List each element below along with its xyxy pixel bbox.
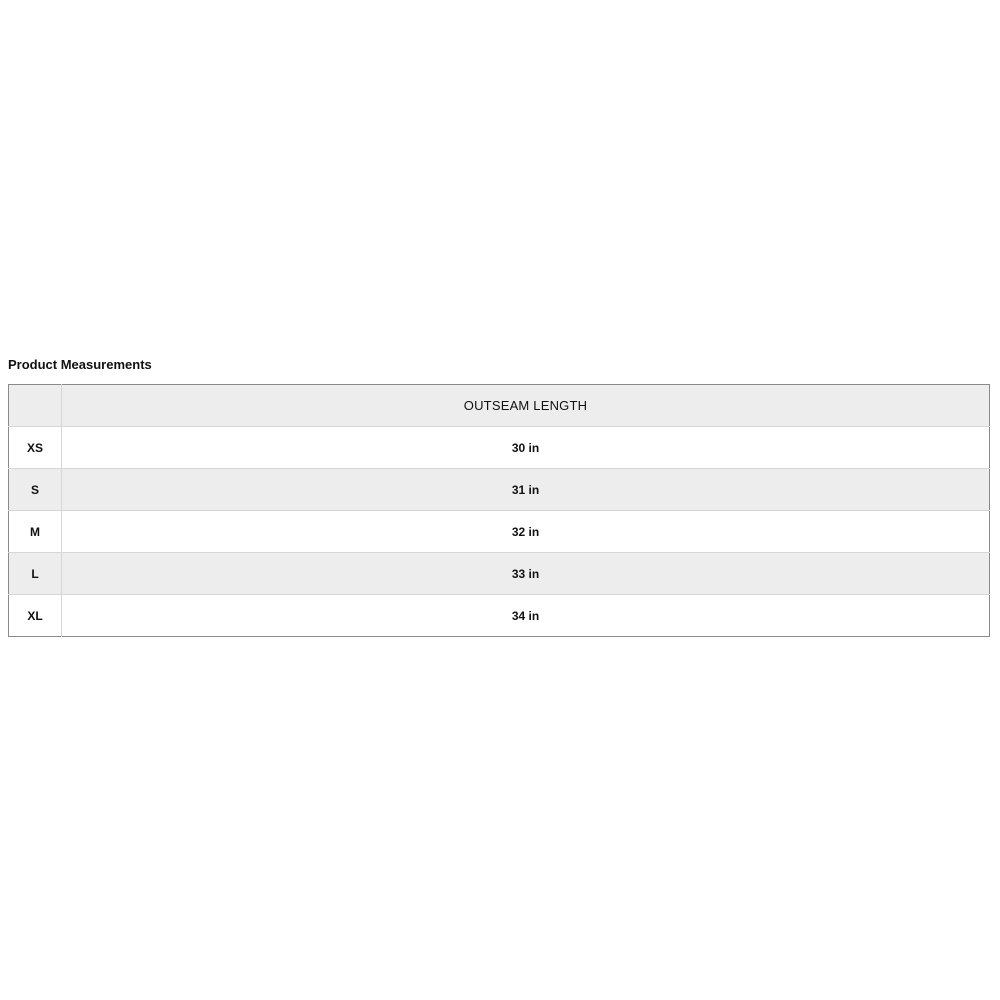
outseam-value: 33 in bbox=[62, 553, 990, 595]
table-row bbox=[9, 469, 990, 511]
section-title: Product Measurements bbox=[8, 357, 152, 372]
outseam-value: 34 in bbox=[62, 595, 990, 637]
size-label: XL bbox=[9, 595, 62, 637]
table-row bbox=[9, 427, 990, 469]
table-row bbox=[9, 553, 990, 595]
size-label: S bbox=[9, 469, 62, 511]
outseam-value: 31 in bbox=[62, 469, 990, 511]
size-label: L bbox=[9, 553, 62, 595]
size-label: M bbox=[9, 511, 62, 553]
table-row bbox=[9, 511, 990, 553]
measurements-table bbox=[8, 384, 990, 637]
product-measurements-section bbox=[8, 355, 990, 637]
outseam-value: 32 in bbox=[62, 511, 990, 553]
table-header-row bbox=[9, 385, 990, 427]
size-label: XS bbox=[9, 427, 62, 469]
outseam-value: 30 in bbox=[62, 427, 990, 469]
corner-header-cell bbox=[9, 385, 62, 427]
table-row bbox=[9, 595, 990, 637]
outseam-length-header: OUTSEAM LENGTH bbox=[62, 385, 990, 427]
